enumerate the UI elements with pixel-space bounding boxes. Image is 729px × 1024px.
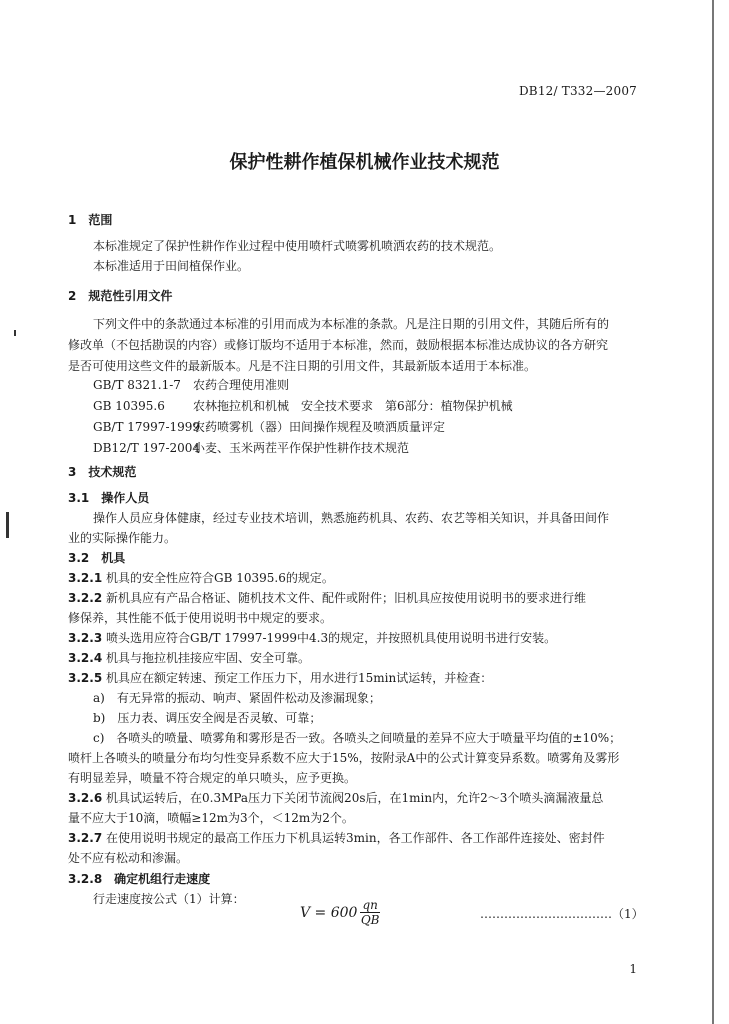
clause-number: 3.2.4 — [68, 651, 103, 665]
section-1-paragraph-1: 本标准规定了保护性耕作作业过程中使用喷杆式喷雾机喷洒农药的技术规范。 — [93, 239, 502, 253]
clause-number: 3.2.5 — [68, 671, 103, 685]
reference-code: GB 10395.6 — [93, 399, 165, 413]
reference-item — [93, 398, 513, 414]
clause-3-2-8-heading: 3.2.8 确定机组行走速度 — [68, 872, 211, 886]
speed-formula — [300, 898, 380, 927]
clause-number: 3.2.3 — [68, 631, 103, 645]
clause-3-2-5 — [68, 670, 492, 686]
clause-number: 3.2.6 — [68, 791, 103, 805]
scan-edge-line — [712, 0, 714, 1024]
reference-code: DB12/T 197-2004 — [93, 441, 201, 455]
section-2-heading: 2 规范性引用文件 — [68, 289, 173, 303]
equation-number: ……………………………（1） — [480, 907, 644, 921]
scan-mark — [6, 512, 9, 538]
clause-text: 机具试运转后，在0.3MPa压力下关闭节流阀20s后，在1min内，允许2～3个喷头滴漏液量总 — [106, 791, 604, 805]
section-3-1-paragraph-line-2: 业的实际操作能力。 — [68, 531, 177, 545]
clause-3-2-5-item-c: c) 各喷头的喷量、喷雾角和雾形是否一致。各喷头之间喷量的差异不应大于喷量平均值的±10%； — [93, 731, 622, 745]
reference-item — [93, 377, 289, 393]
clause-3-2-7 — [68, 830, 605, 846]
reference-item — [93, 440, 409, 456]
section-3-heading: 3 技术规范 — [68, 465, 137, 479]
clause-3-2-6-continuation: 量不应大于10滴，喷幅≥12m为3个，＜12m为2个。 — [68, 811, 354, 825]
clause-text: 在使用说明书规定的最高工作压力下机具运转3min，各工作部件、各工作部件连接处、密封件 — [106, 831, 605, 845]
clause-3-2-5-item-b: b) 压力表、调压安全阀是否灵敏、可靠； — [93, 711, 322, 725]
formula-fraction — [360, 898, 379, 927]
clause-3-2-2 — [68, 590, 586, 606]
clause-3-2-6 — [68, 790, 603, 806]
clause-text: 新机具应有产品合格证、随机技术文件、配件或附件；旧机具应按使用说明书的要求进行维 — [106, 591, 587, 605]
clause-3-2-5-item-a: a) 有无异常的振动、响声、紧固件松动及渗漏现象； — [93, 691, 381, 705]
clause-number: 3.2.1 — [68, 571, 103, 585]
reference-title: 农林拖拉机和机械 安全技术要求 第6部分：植物保护机械 — [193, 399, 513, 413]
clause-3-2-2-continuation: 修保养，其性能不低于使用说明书中规定的要求。 — [68, 611, 333, 625]
section-2-paragraph-line-3: 是否可使用这些文件的最新版本。凡是不注日期的引用文件，其最新版本适用于本标准。 — [68, 359, 537, 373]
document-code: DB12/ T332—2007 — [518, 84, 637, 98]
reference-title: 农药喷雾机（器）田间操作规程及喷洒质量评定 — [193, 420, 446, 434]
reference-title: 小麦、玉米两茬平作保护性耕作技术规范 — [193, 441, 410, 455]
clause-3-2-5-item-c-line-3: 有明显差异，喷量不符合规定的单只喷头，应予更换。 — [68, 771, 357, 785]
clause-text: 机具与拖拉机挂接应牢固、安全可靠。 — [106, 651, 311, 665]
clause-3-2-3 — [68, 630, 556, 646]
section-2-paragraph-line-1: 下列文件中的条款通过本标准的引用而成为本标准的条款。凡是注日期的引用文件，其随后所有的 — [93, 317, 610, 331]
reference-code: GB/T 17997-1999 — [93, 420, 201, 434]
reference-code: GB/T 8321.1-7 — [93, 378, 181, 392]
clause-3-2-4 — [68, 650, 310, 666]
clause-3-2-1 — [68, 570, 334, 586]
section-3-2-heading: 3.2 机具 — [68, 551, 126, 565]
section-3-1-heading: 3.1 操作人员 — [68, 491, 150, 505]
clause-number: 3.2.2 — [68, 591, 103, 605]
section-3-1-paragraph-line-1: 操作人员应身体健康，经过专业技术培训，熟悉施药机具、农药、农艺等相关知识，并具备田间作 — [93, 511, 610, 525]
document-title: 保护性耕作植保机械作业技术规范 — [229, 152, 500, 173]
formula-denominator: QB — [360, 913, 380, 927]
formula-lhs: V = 600 — [300, 904, 358, 921]
clause-text: 机具的安全性应符合GB 10395.6的规定。 — [106, 571, 334, 585]
page-number: 1 — [629, 962, 637, 976]
section-2-paragraph-line-2: 修改单（不包括勘误的内容）或修订版均不适用于本标准，然而，鼓励根据本标准达成协议的各方研究 — [68, 338, 609, 352]
clause-3-2-7-continuation: 处不应有松动和渗漏。 — [68, 851, 189, 865]
section-1-heading: 1 范围 — [68, 213, 113, 227]
scan-mark — [14, 330, 16, 336]
clause-3-2-8-text: 行走速度按公式（1）计算： — [93, 892, 245, 906]
section-1-paragraph-2: 本标准适用于田间植保作业。 — [93, 259, 250, 273]
clause-3-2-5-item-c-line-2: 喷杆上各喷头的喷量分布均匀性变异系数不应大于15%，按附录A中的公式计算变异系数。喷雾角及雾形 — [68, 751, 620, 765]
clause-text: 机具应在额定转速、预定工作压力下，用水进行15min试运转，并检查： — [106, 671, 493, 685]
clause-text: 喷头选用应符合GB/T 17997-1999中4.3的规定，并按照机具使用说明书进行安装。 — [106, 631, 557, 645]
formula-numerator: qn — [362, 898, 378, 912]
reference-item — [93, 419, 445, 435]
reference-title: 农药合理使用准则 — [193, 378, 290, 392]
clause-number: 3.2.7 — [68, 831, 103, 845]
